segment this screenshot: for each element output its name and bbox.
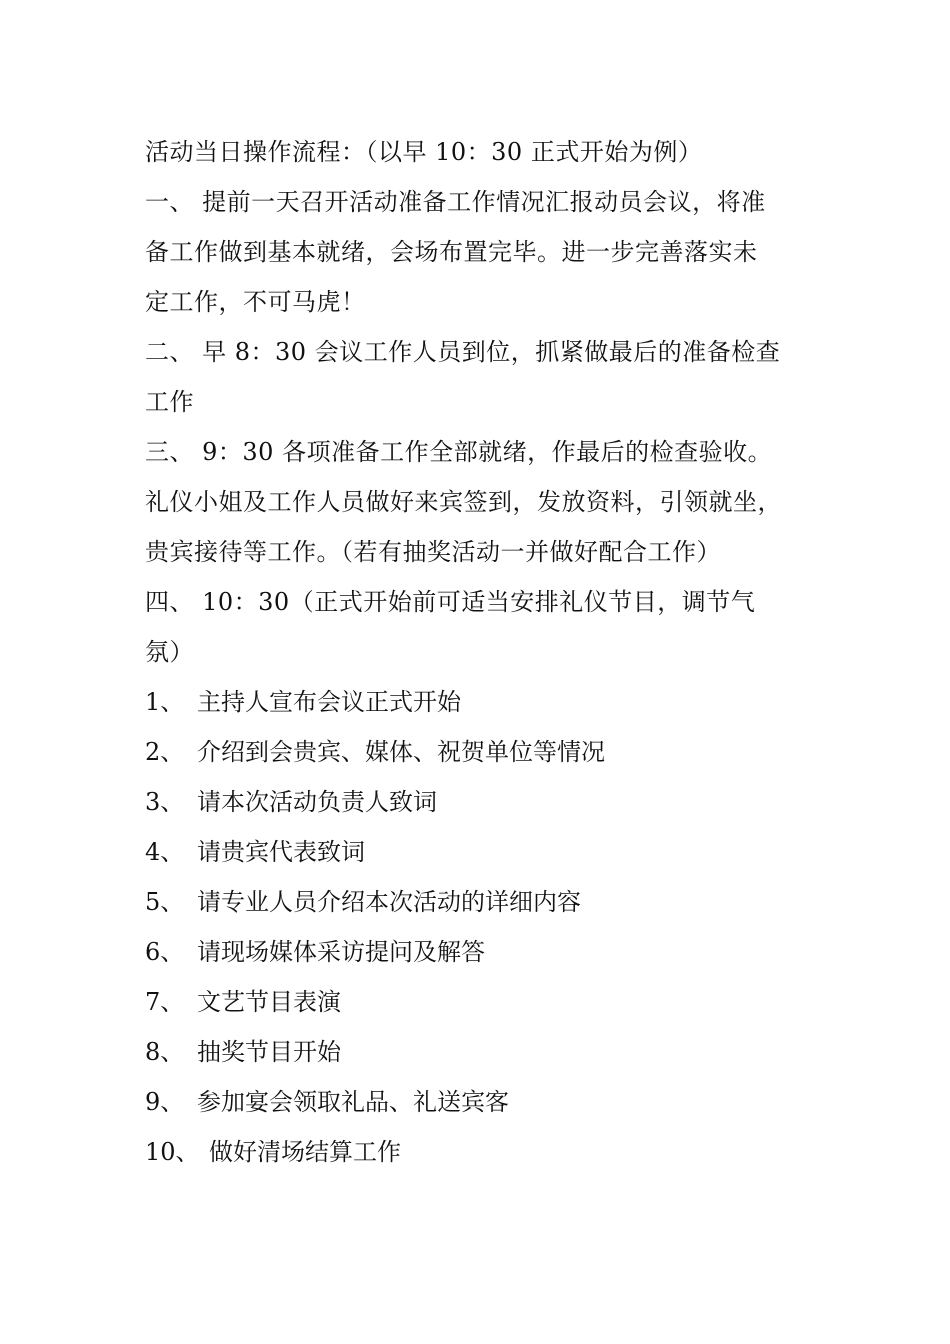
section-three (145, 427, 805, 577)
section-four (145, 577, 805, 677)
list-item (145, 977, 805, 1027)
list-item-text: 抽奖节目开始 (197, 1038, 341, 1066)
paragraph-line: 三、 9：30 各项准备工作全部就绪，作最后的检查验收。 (145, 438, 773, 466)
list-item-number: 6、 (145, 938, 185, 966)
paragraph-line: 二、 早 8：30 会议工作人员到位，抓紧做最后的准备检查 (145, 338, 781, 366)
paragraph-line: 贵宾接待等工作。（若有抽奖活动一并做好配合工作） (145, 538, 721, 566)
list-item-number: 5、 (145, 888, 185, 916)
paragraph-line: 四、 10：30（正式开始前可适当安排礼仪节目，调节气 (145, 588, 756, 616)
list-item-text: 请专业人员介绍本次活动的详细内容 (197, 888, 581, 916)
paragraph-line: 备工作做到基本就绪，会场布置完毕。进一步完善落实未 (145, 238, 758, 266)
list-item-text: 主持人宣布会议正式开始 (197, 688, 461, 716)
list-item-text: 介绍到会贵宾、媒体、祝贺单位等情况 (197, 738, 605, 766)
list-item-number: 2、 (145, 738, 185, 766)
list-item (145, 1077, 805, 1127)
list-item-text: 请贵宾代表致词 (197, 838, 365, 866)
list-item-number: 7、 (145, 988, 185, 1016)
list-item (145, 677, 805, 727)
list-item-text: 请本次活动负责人致词 (197, 788, 437, 816)
list-item-number: 8、 (145, 1038, 185, 1066)
list-item-text: 参加宴会领取礼品、礼送宾客 (197, 1088, 509, 1116)
paragraph-line: 一、 提前一天召开活动准备工作情况汇报动员会议，将准 (145, 188, 766, 216)
section-one (145, 177, 805, 327)
list-item-number: 4、 (145, 838, 185, 866)
document-body (145, 127, 805, 1177)
list-item-text: 请现场媒体采访提问及解答 (197, 938, 485, 966)
list-item (145, 827, 805, 877)
list-item-number: 9、 (145, 1088, 185, 1116)
paragraph-line: 礼仪小姐及工作人员做好来宾签到，发放资料，引领就坐， (145, 488, 782, 516)
list-item (145, 877, 805, 927)
list-item-text: 文艺节目表演 (197, 988, 341, 1016)
document-heading: 活动当日操作流程：（以早 10：30 正式开始为例） (145, 138, 703, 166)
paragraph-line: 氛） (145, 638, 194, 666)
list-item-text: 做好清场结算工作 (209, 1138, 401, 1166)
list-item-number: 10、 (145, 1138, 200, 1166)
list-item (145, 777, 805, 827)
list-item (145, 927, 805, 977)
list-item (145, 727, 805, 777)
list-item (145, 1127, 805, 1177)
paragraph-line: 工作 (145, 388, 194, 416)
steps-list (145, 677, 805, 1177)
list-item-number: 1、 (145, 688, 185, 716)
list-item (145, 1027, 805, 1077)
list-item-number: 3、 (145, 788, 185, 816)
section-two (145, 327, 805, 427)
paragraph-line: 定工作，不可马虎！ (145, 288, 366, 316)
